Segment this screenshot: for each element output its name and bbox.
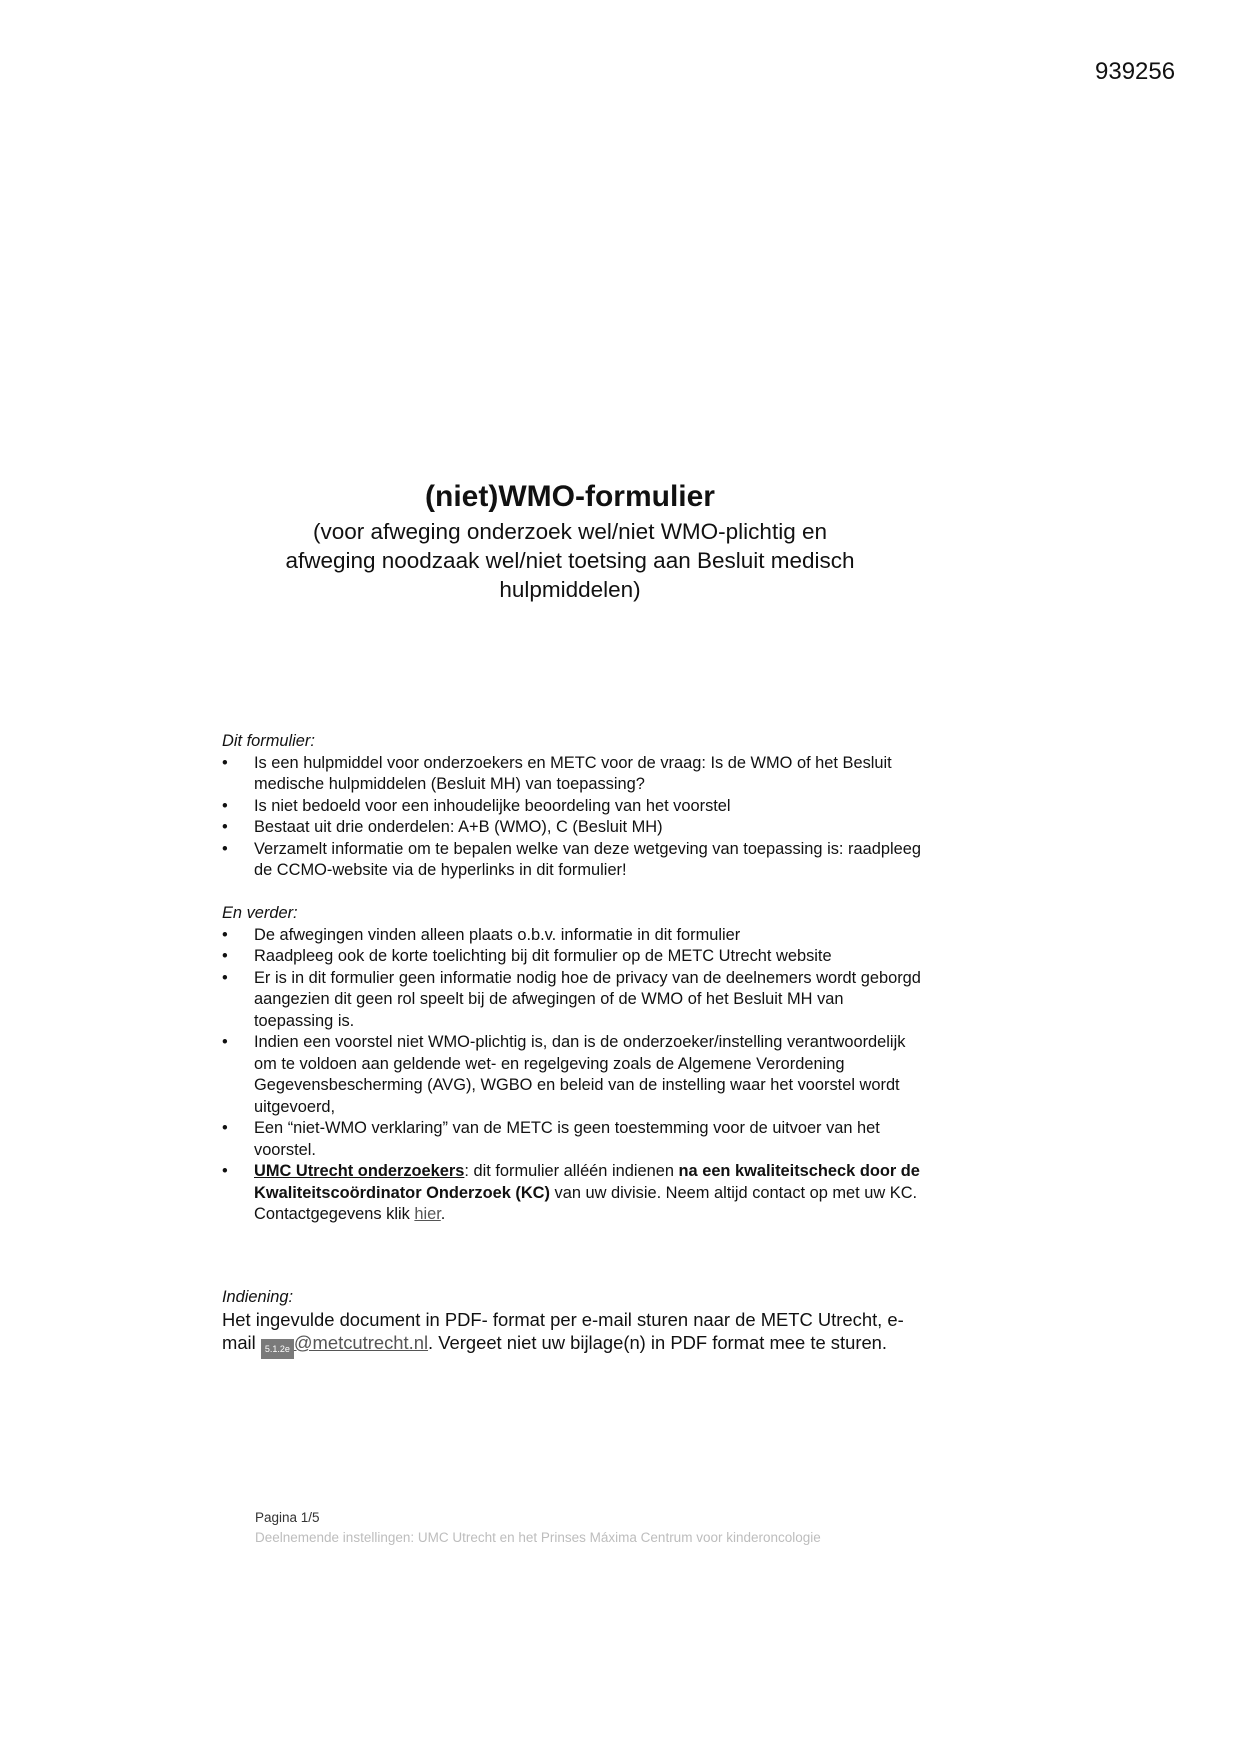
section-heading: En verder:: [222, 904, 298, 922]
list-item: • Indien een voorstel niet WMO-plichtig is, dan is de onderzoeker/instelling verantwoordelijk om te voldoen aan geldende wet- en regelgeving zoals de Algemene Verordening Gegevensbescherming (AVG), WGBO en beleid van de instelling waar het voorstel wordt uitgevoerd,: [222, 1032, 922, 1118]
submission-text-before: Het ingevulde document in PDF- format per e-mail sturen naar de METC Utrecht, e-mail: [222, 1309, 904, 1353]
umc-text: van uw divisie. Neem altijd contact op met uw KC. Contactgegevens klik: [254, 1183, 918, 1223]
document-id: 939256: [1095, 58, 1176, 85]
footer-institutions: Deelnemende instellingen: UMC Utrecht en het Prinses Máxima Centrum voor kinderoncologie: [255, 1530, 821, 1545]
list-item: • Er is in dit formulier geen informatie nodig hoe de privacy van de deelnemers wordt geborgd aangezien dit geen rol speelt bij de afwegingen of de WMO of het Besluit MH van toepassing is.: [222, 968, 922, 1033]
subtitle-line: afweging noodzaak wel/niet toetsing aan Besluit medisch: [285, 548, 855, 573]
list-item: • Is niet bedoeld voor een inhoudelijke beoordeling van het voorstel: [222, 796, 922, 818]
page-footer: [255, 1508, 821, 1548]
bullet-list: [222, 753, 922, 882]
list-item: • Verzamelt informatie om te bepalen welke van deze wetgeving van toepassing is: raadpleeg de CCMO-website via de hyperlinks in dit formulier!: [222, 839, 922, 882]
list-item: • Raadpleeg ook de korte toelichting bij dit formulier op de METC Utrecht website: [222, 946, 922, 968]
redaction-box: 5.1.2e: [261, 1339, 294, 1359]
contact-link[interactable]: hier: [414, 1205, 441, 1223]
submission-text-after: . Vergeet niet uw bijlage(n) in PDF format mee te sturen.: [428, 1332, 888, 1353]
list-item: • Bestaat uit drie onderdelen: A+B (WMO), C (Besluit MH): [222, 817, 922, 839]
title-block: [200, 478, 940, 604]
umc-label: UMC Utrecht onderzoekers: [254, 1162, 465, 1180]
section-heading: Dit formulier:: [222, 732, 315, 750]
list-item: • Een “niet-WMO verklaring” van de METC is geen toestemming voor de uitvoer van het voorstel.: [222, 1118, 922, 1161]
list-item: • Is een hulpmiddel voor onderzoekers en METC voor de vraag: Is de WMO of het Besluit medische hulpmiddelen (Besluit MH) van toepassing?: [222, 753, 922, 796]
umc-text-end: .: [440, 1205, 446, 1223]
section-en-verder: [222, 903, 922, 1226]
list-item-umc: [222, 1161, 922, 1226]
document-subtitle: [200, 517, 940, 604]
umc-bold-text: na een kwaliteitscheck door de Kwaliteitscoördinator Onderzoek (KC): [254, 1162, 920, 1202]
list-item: • De afwegingen vinden alleen plaats o.b.v. informatie in dit formulier: [222, 925, 922, 947]
email-link[interactable]: @metcutrecht.nl: [293, 1332, 429, 1353]
section-heading: Indiening:: [222, 1288, 294, 1306]
subtitle-line: (voor afweging onderzoek wel/niet WMO-plichtig en: [313, 519, 827, 544]
subtitle-line: hulpmiddelen): [499, 577, 641, 602]
section-dit-formulier: [222, 731, 922, 882]
umc-text: : dit formulier alléén indienen: [464, 1162, 679, 1180]
page-number: Pagina 1/5: [255, 1510, 320, 1525]
section-indiening: [222, 1287, 922, 1359]
submission-text: [222, 1308, 922, 1359]
document-title: (niet)WMO-formulier: [425, 480, 715, 513]
bullet-list: [222, 925, 922, 1226]
